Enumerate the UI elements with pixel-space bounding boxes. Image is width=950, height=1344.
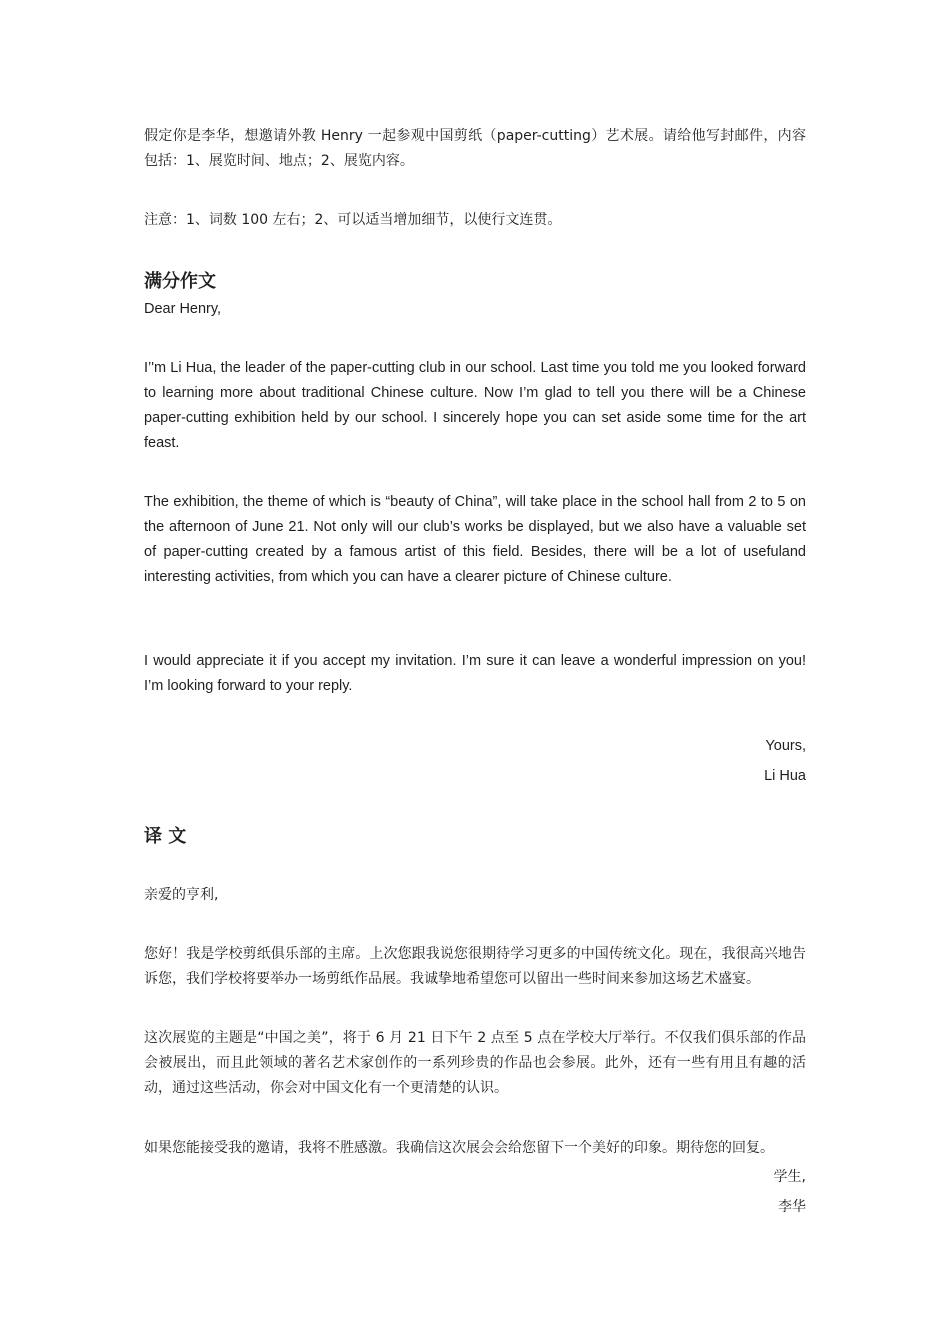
essay-heading: 满分作文 (144, 271, 216, 292)
translation-paragraph-1: 您好！我是学校剪纸俱乐部的主席。上次您跟我说您很期待学习更多的中国传统文化。现在，我很高兴地告诉您，我们学校将要举办一场剪纸作品展。我诚挚地希望您可以留出一些时间来参加这场艺术盛宴。 (144, 946, 806, 987)
essay-paragraph-1: I’'m Li Hua, the leader of the paper-cutting club in our school. Last time you told me you looked forward to learning more about traditional Chinese culture. Now I’m glad to tell you there will be a Chinese paper-cutting exhibition held by our school. I sincerely hope you can set aside some time for the art feast. (144, 360, 806, 451)
translation-heading: 译 文 (144, 826, 187, 847)
essay-signature: Li Hua (764, 768, 806, 784)
essay-closing: Yours, (765, 738, 806, 754)
task-prompt: 假定你是李华，想邀请外教 Henry 一起参观中国剪纸（paper-cutting）艺术展。请给他写封邮件，内容包括：1、展览时间、地点；2、展览内容。 (144, 128, 806, 169)
translation-closing: 学生, (773, 1169, 806, 1185)
essay-paragraph-3: I would appreciate it if you accept my invitation. I’m sure it can leave a wonderful impression on you! I’m looking forward to your reply. (144, 653, 806, 694)
translation-paragraph-3: 如果您能接受我的邀请，我将不胜感激。我确信这次展会会给您留下一个美好的印象。期待您的回复。 (144, 1140, 774, 1156)
task-note: 注意：1、词数 100 左右；2、可以适当增加细节，以使行文连贯。 (144, 212, 562, 228)
essay-salutation: Dear Henry, (144, 301, 222, 317)
translation-signature: 李华 (778, 1199, 806, 1215)
translation-paragraph-2: 这次展览的主题是“中国之美”，将于 6 月 21 日下午 2 点至 5 点在学校大厅举行。不仅我们俱乐部的作品会被展出，而且此领域的著名艺术家创作的一系列珍贵的作品也会参展。此外，还有一些有用且有趣的活动，通过这些活动，你会对中国文化有一个更清楚的认识。 (144, 1030, 806, 1096)
translation-salutation: 亲爱的亨利, (144, 887, 219, 903)
essay-paragraph-2: The exhibition, the theme of which is “beauty of China”, will take place in the school hall from 2 to 5 on the afternoon of June 21. Not only will our club’s works be displayed, but we also have a valuable set of paper-cutting created by a famous artist of this field. Besides, there will be a lot of usefuland interesting activities, from which you can have a clearer picture of Chinese culture. (144, 494, 806, 585)
